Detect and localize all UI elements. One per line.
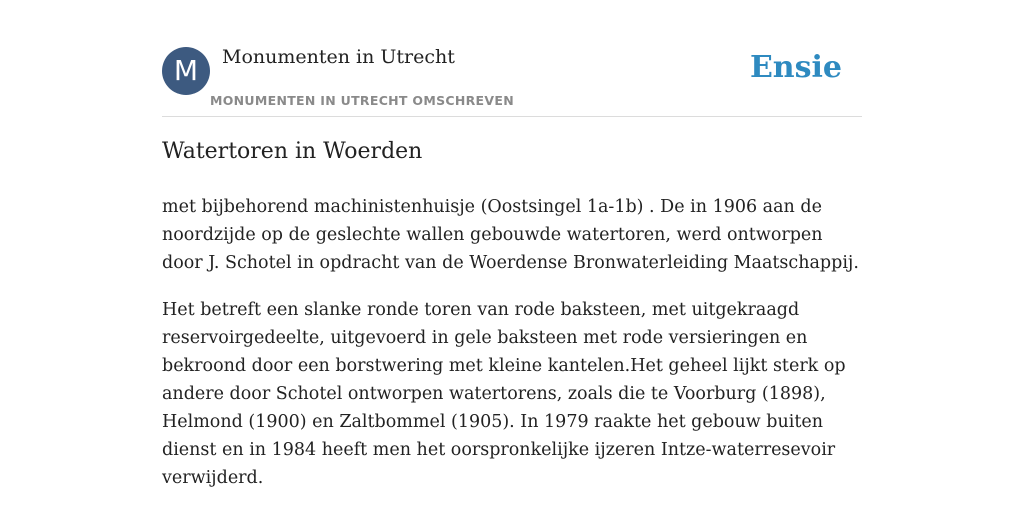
site-name-link[interactable]: Monumenten in Utrecht (222, 46, 455, 68)
article-paragraph: met bijbehorend machinistenhuisje (Oostsingel 1a-1b) . De in 1906 aan de noordzijde op de geslechte wallen gebouwde watertoren, werd ontworpen door J. Schotel in opdracht van de Woerdense Bronwaterleiding Maatschappij. (162, 197, 859, 273)
article-paragraph: Het betreft een slanke ronde toren van rode baksteen, met uitgekraagd reservoirgedeelte, uitgevoerd in gele baksteen met rode versieringen en bekroond door een borstwering met kleine kantelen.Het geheel lijkt sterk op andere door Schotel ontworpen watertorens, zoals die te Voorburg (1898), Helmond (1900) en Zaltbommel (1905). In 1979 raakte het gebouw buiten dienst en in 1984 heeft men het oorspronkelijke ijzeren Intze-waterresevoir verwijderd. (162, 300, 846, 488)
article-body (162, 193, 862, 511)
ensie-logo[interactable]: Ensie (749, 50, 842, 85)
article-title: Watertoren in Woerden (162, 139, 423, 164)
site-subtitle: MONUMENTEN IN UTRECHT OMSCHREVEN (210, 93, 514, 108)
header (162, 44, 862, 117)
avatar[interactable]: M (162, 47, 210, 95)
